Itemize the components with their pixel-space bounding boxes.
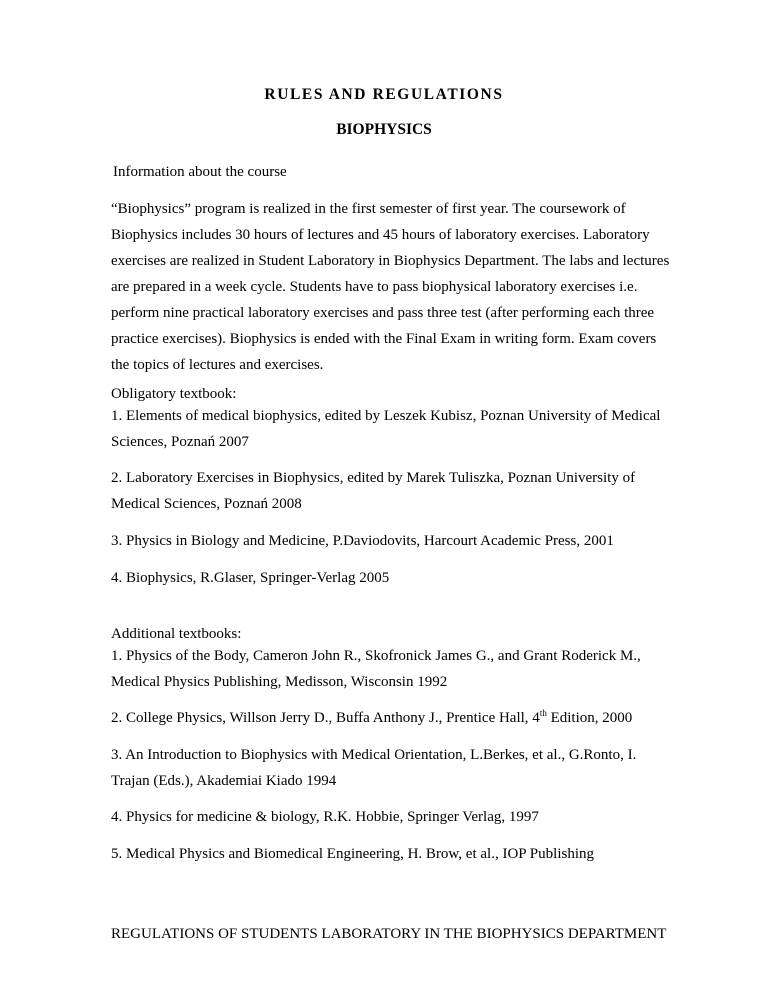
additional-item bbox=[111, 841, 594, 867]
obligatory-heading: Obligatory textbook: bbox=[111, 386, 237, 402]
item-text: 2. College Physics, Willson Jerry D., Buffa Anthony J., Prentice Hall, 4 bbox=[111, 710, 540, 726]
regulations-heading: REGULATIONS OF STUDENTS LABORATORY IN THE BIOPHYSICS DEPARTMENT bbox=[111, 926, 667, 942]
item-line: 5. Medical Physics and Biomedical Engineering, H. Brow, et al., IOP Publishing bbox=[111, 846, 594, 862]
additional-item bbox=[111, 804, 539, 830]
item-line bbox=[111, 705, 632, 731]
obligatory-item bbox=[111, 528, 614, 554]
item-line: Trajan (Eds.), Akademiai Kiado 1994 bbox=[111, 773, 337, 789]
item-text: Edition, 2000 bbox=[546, 710, 633, 726]
obligatory-item bbox=[111, 465, 635, 517]
intro-line: Biophysics includes 30 hours of lectures and 45 hours of laboratory exercises. Laboratory bbox=[111, 227, 650, 243]
item-line: 2. Laboratory Exercises in Biophysics, edited by Marek Tuliszka, Poznan University of bbox=[111, 470, 636, 486]
additional-item bbox=[111, 643, 641, 695]
item-line: Medical Sciences, Poznań 2008 bbox=[111, 496, 302, 512]
item-line: 1. Physics of the Body, Cameron John R., Skofronick James G., and Grant Roderick M., bbox=[111, 648, 641, 664]
item-line: Sciences, Poznań 2007 bbox=[111, 434, 249, 450]
ordinal-suffix: th bbox=[539, 708, 547, 718]
intro-line: exercises are realized in Student Laboratory in Biophysics Department. The labs and lectures bbox=[111, 253, 670, 269]
intro-line: the topics of lectures and exercises. bbox=[111, 357, 324, 373]
additional-item bbox=[111, 742, 636, 794]
intro-line: perform nine practical laboratory exercises and pass three test (after performing each three bbox=[111, 305, 655, 321]
item-line: 4. Biophysics, R.Glaser, Springer-Verlag 2005 bbox=[111, 570, 390, 586]
obligatory-item bbox=[111, 565, 389, 591]
intro-line: are prepared in a week cycle. Students have to pass biophysical laboratory exercises i.e. bbox=[111, 279, 638, 295]
item-line: Medical Physics Publishing, Medisson, Wisconsin 1992 bbox=[111, 674, 448, 690]
intro-paragraph bbox=[111, 196, 671, 378]
item-line: 3. Physics in Biology and Medicine, P.Daviodovits, Harcourt Academic Press, 2001 bbox=[111, 533, 614, 549]
info-heading: Information about the course bbox=[113, 164, 287, 180]
item-line: 4. Physics for medicine & biology, R.K. Hobbie, Springer Verlag, 1997 bbox=[111, 809, 539, 825]
item-line: 3. An Introduction to Biophysics with Medical Orientation, L.Berkes, et al., G.Ronto, I. bbox=[111, 747, 637, 763]
intro-line: practice exercises). Biophysics is ended with the Final Exam in writing form. Exam covers bbox=[111, 331, 657, 347]
additional-heading: Additional textbooks: bbox=[111, 626, 242, 642]
item-line: 1. Elements of medical biophysics, edited by Leszek Kubisz, Poznan University of Medical bbox=[111, 408, 661, 424]
document-subtitle: BIOPHYSICS bbox=[336, 121, 432, 138]
document-title: RULES AND REGULATIONS bbox=[264, 86, 504, 103]
obligatory-item bbox=[111, 403, 660, 455]
intro-line: “Biophysics” program is realized in the first semester of first year. The coursework of bbox=[111, 201, 626, 217]
additional-item bbox=[111, 705, 632, 731]
